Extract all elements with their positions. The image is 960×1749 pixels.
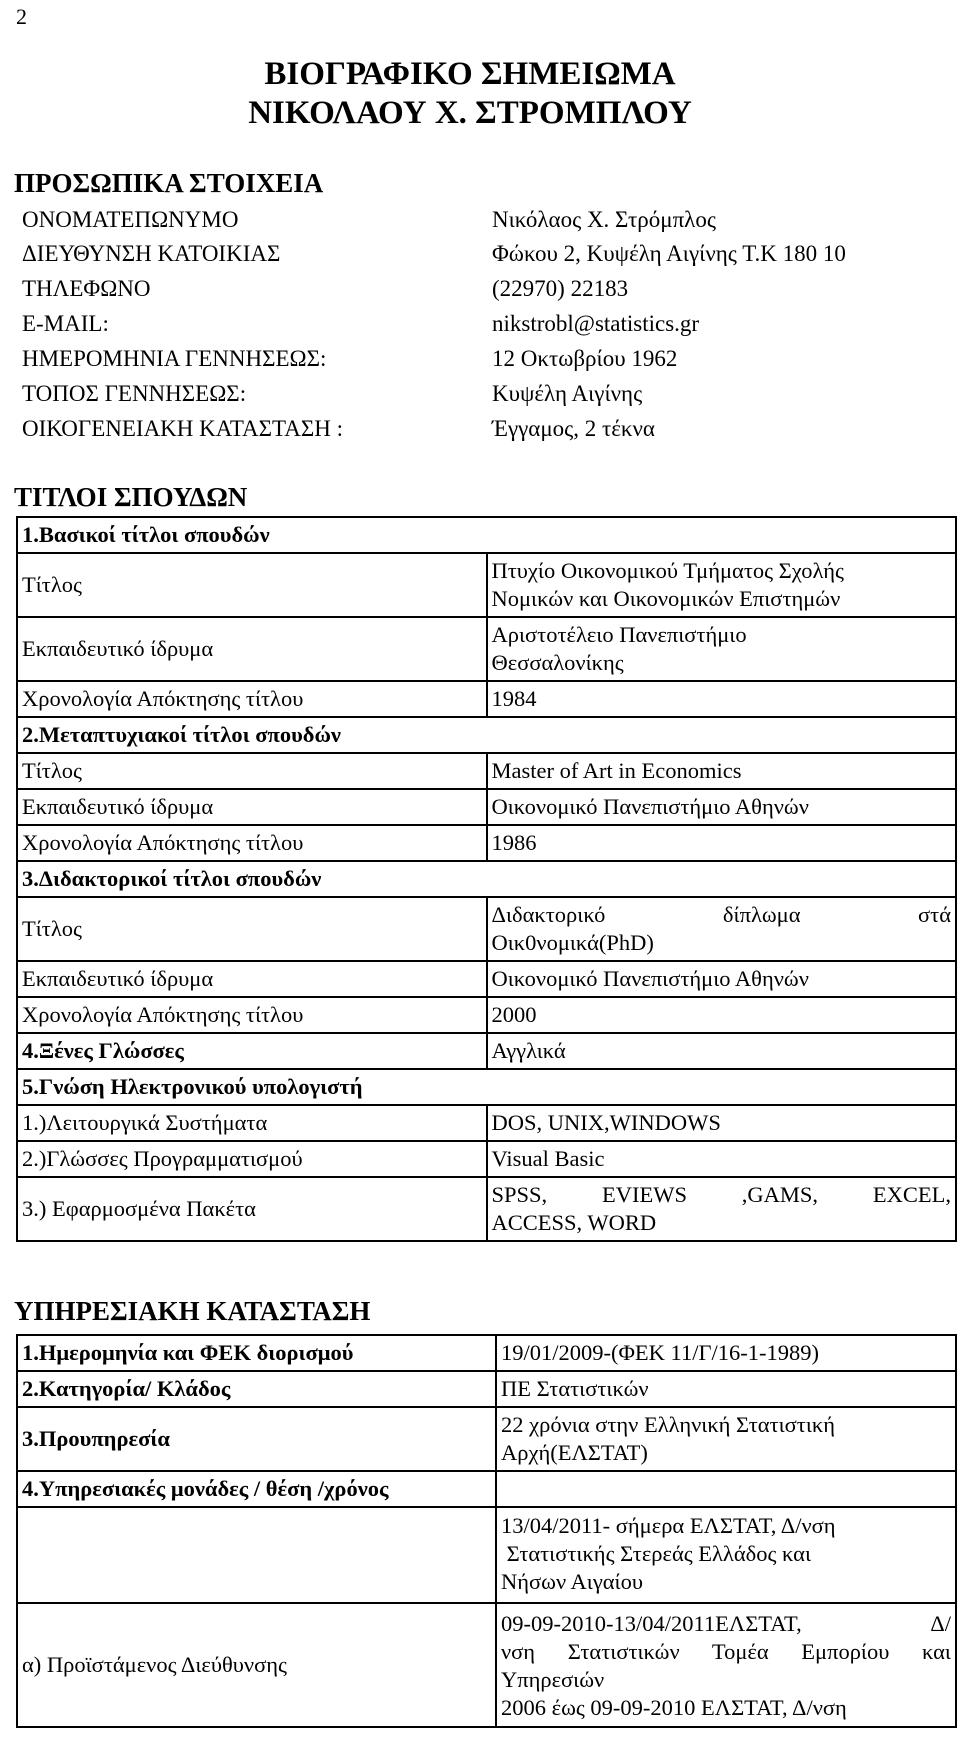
cell-label: 1.)Λειτουργικά Συστήματα	[17, 1105, 487, 1141]
page-number: 2	[16, 4, 27, 29]
cell-value: 2000	[487, 997, 957, 1033]
cell-label: 2.Κατηγορία/ Κλάδος	[17, 1371, 496, 1407]
personal-value: (22970) 22183	[492, 276, 629, 301]
table-row	[17, 861, 956, 897]
table-row	[17, 961, 956, 997]
cell-label: Εκπαιδευτικό ίδρυμα	[17, 617, 487, 681]
table-row	[17, 1507, 956, 1603]
personal-value: Φώκου 2, Κυψέλη Αιγίνης Τ.Κ 180 10	[492, 241, 846, 266]
section-heading: 1.Βασικοί τίτλοι σπουδών	[17, 517, 956, 553]
studies-table	[16, 516, 957, 1242]
cell-value: SPSS, EVIEWS ,GAMS, EXCEL, ACCESS, WORD	[487, 1177, 957, 1241]
personal-value: nikstrobl@statistics.gr	[492, 311, 700, 336]
cell-label: 1.Ημερομηνία και ΦΕΚ διορισμού	[17, 1335, 496, 1371]
table-row	[17, 617, 956, 681]
personal-label: E-MAIL:	[22, 311, 109, 336]
table-row	[17, 997, 956, 1033]
cell-label: Τίτλος	[17, 553, 487, 617]
cell-label	[17, 1507, 496, 1603]
cell-value: Οικονομικό Πανεπιστήμιο Αθηνών	[487, 961, 957, 997]
personal-heading: ΠΡΟΣΩΠΙΚΑ ΣΤΟΙΧΕΙΑ	[14, 168, 324, 198]
cell-label: Χρονολογία Απόκτησης τίτλου	[17, 825, 487, 861]
table-row	[17, 1335, 956, 1371]
table-row	[17, 1407, 956, 1471]
table-row	[17, 1177, 956, 1241]
personal-label: ΗΜΕΡΟΜΗΝΙΑ ΓΕΝΝΗΣΕΩΣ:	[22, 346, 327, 371]
cell-label: α) Προϊστάμενος Διεύθυνσης	[17, 1603, 496, 1727]
personal-label: ΔΙΕΥΘΥΝΣΗ ΚΑΤΟΙΚΙΑΣ	[22, 241, 281, 266]
cell-value: Οικονομικό Πανεπιστήμιο Αθηνών	[487, 789, 957, 825]
cell-value: ΠΕ Στατιστικών	[496, 1371, 956, 1407]
cell-label: Χρονολογία Απόκτησης τίτλου	[17, 681, 487, 717]
cell-label: Χρονολογία Απόκτησης τίτλου	[17, 997, 487, 1033]
service-heading: ΥΠΗΡΕΣΙΑΚΗ ΚΑΤΑΣΤΑΣΗ	[14, 1296, 371, 1326]
personal-value: Έγγαμος, 2 τέκνα	[492, 416, 655, 441]
cell-value: 13/04/2011- σήμερα ΕΛΣΤΑΤ, Δ/νση Στατιστικής Στερεάς Ελλάδος και Νήσων Αιγαίου	[496, 1507, 956, 1603]
table-row	[17, 1033, 956, 1069]
cell-value: Visual Basic	[487, 1141, 957, 1177]
cell-value: 1986	[487, 825, 957, 861]
cell-label: 4.Υπηρεσιακές μονάδες / θέση /χρόνος	[17, 1471, 496, 1507]
cell-label: 3.) Εφαρμοσμένα Πακέτα	[17, 1177, 487, 1241]
personal-label: ΟΝΟΜΑΤΕΠΩΝΥΜΟ	[22, 207, 239, 232]
document-subtitle: ΝΙΚΟΛΑΟΥ Χ. ΣΤΡΟΜΠΛΟΥ	[248, 95, 692, 131]
cell-value: 1984	[487, 681, 957, 717]
table-row	[17, 825, 956, 861]
cell-value: Αγγλικά	[487, 1033, 957, 1069]
table-row	[17, 1141, 956, 1177]
section-heading: 3.Διδακτορικοί τίτλοι σπουδών	[17, 861, 956, 897]
personal-value: Κυψέλη Αιγίνης	[492, 381, 643, 406]
table-row	[17, 1603, 956, 1727]
table-row	[17, 1371, 956, 1407]
personal-label: ΤΗΛΕΦΩΝΟ	[22, 276, 151, 301]
cell-value: 22 χρόνια στην Ελληνική Στατιστική Αρχή(ΕΛΣΤΑΤ)	[496, 1407, 956, 1471]
personal-label: ΟΙΚΟΓΕΝΕΙΑΚΗ ΚΑΤΑΣΤΑΣΗ :	[22, 416, 344, 441]
section-heading: 5.Γνώση Ηλεκτρονικού υπολογιστή	[17, 1069, 956, 1105]
document-title: ΒΙΟΓΡΑΦΙΚΟ ΣΗΜΕΙΩΜΑ	[264, 56, 676, 92]
cell-label: Τίτλος	[17, 753, 487, 789]
table-row	[17, 553, 956, 617]
cell-label: 3.Προυπηρεσία	[17, 1407, 496, 1471]
personal-value: 12 Οκτωβρίου 1962	[492, 346, 678, 371]
cell-label: 2.)Γλώσσες Προγραμματισμού	[17, 1141, 487, 1177]
cell-value	[496, 1471, 956, 1507]
table-row	[17, 789, 956, 825]
table-row	[17, 517, 956, 553]
service-table	[16, 1334, 957, 1728]
cell-label: Εκπαιδευτικό ίδρυμα	[17, 789, 487, 825]
cell-value: Master of Art in Economics	[487, 753, 957, 789]
cell-value: Πτυχίο Οικονομικού Τμήματος Σχολής Νομικών και Οικονομικών Επιστημών	[487, 553, 957, 617]
table-row	[17, 753, 956, 789]
table-row	[17, 897, 956, 961]
table-row	[17, 1069, 956, 1105]
cell-label: Τίτλος	[17, 897, 487, 961]
cell-value: Διδακτορικό δίπλωμα στά Οικ0νομικά(PhD)	[487, 897, 957, 961]
table-row	[17, 1105, 956, 1141]
personal-value: Νικόλαος Χ. Στρόμπλος	[492, 207, 716, 232]
personal-label: ΤΟΠΟΣ ΓΕΝΝΗΣΕΩΣ:	[22, 381, 247, 406]
table-row	[17, 1471, 956, 1507]
section-heading: 4.Ξένες Γλώσσες	[17, 1033, 487, 1069]
cell-value: Αριστοτέλειο Πανεπιστήμιο Θεσσαλονίκης	[487, 617, 957, 681]
cell-label: Εκπαιδευτικό ίδρυμα	[17, 961, 487, 997]
cell-value: DOS, UNIX,WINDOWS	[487, 1105, 957, 1141]
cell-value: 09-09-2010-13/04/2011ΕΛΣΤΑΤ, Δ/ νση Στατιστικών Τομέα Εμπορίου και Υπηρεσιών 2006 έως 09-09-2010 ΕΛΣΤΑΤ, Δ/νση	[496, 1603, 956, 1727]
section-heading: 2.Μεταπτυχιακοί τίτλοι σπουδών	[17, 717, 956, 753]
cell-value: 19/01/2009-(ΦΕΚ 11/Γ/16-1-1989)	[496, 1335, 956, 1371]
table-row	[17, 681, 956, 717]
table-row	[17, 717, 956, 753]
studies-heading: ΤΙΤΛΟΙ ΣΠΟΥΔΩΝ	[14, 482, 248, 512]
